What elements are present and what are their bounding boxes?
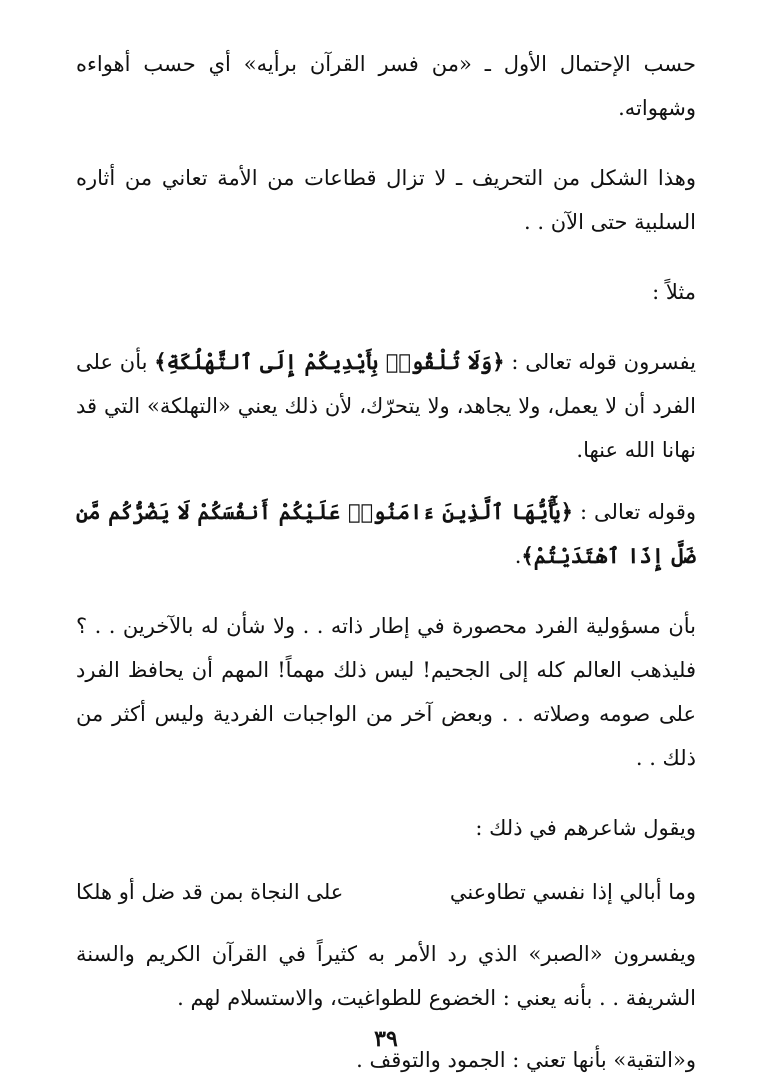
quran-verse-1: ﴿وَلَا تُلْقُوا۟ بِأَيْدِيكُمْ إِلَى ٱلتَّهْلُكَةِ﴾: [154, 349, 505, 374]
page-body: [76, 42, 696, 1082]
page-number: ٣٩: [374, 1026, 398, 1052]
paragraph-10: و«التقية» بأنها تعني : الجمود والتوقف .: [356, 1048, 696, 1072]
paragraph-1: حسب الإحتمال الأول ـ «من فسر القرآن برأيه» أي حسب أهواءه وشهواته.: [76, 52, 696, 120]
paragraph-2: وهذا الشكل من التحريف ـ لا تزال قطاعات من الأمة تعاني من أثاره السلبية حتى الآن . .: [76, 166, 696, 234]
paragraph-6: بأن مسؤولية الفرد محصورة في إطار ذاته . . ولا شأن له بالآخرين . . ؟ فليذهب العالم كله إلى الجحيم! ليس ذلك مهماً! المهم أن يحافظ الفرد على صومه وصلاته . . وبعض آخر من الواجبات الفردية وليس أكثر من ذلك . .: [76, 614, 696, 770]
paragraph-4: [76, 340, 696, 472]
paragraph-5-lead: وقوله تعالى :: [572, 500, 697, 524]
quran-verse-2: ﴿يَٰٓأَيُّهَا ٱلَّذِينَ ءَامَنُوا۟ عَلَيْكُمْ أَنفُسَكُمْ لَا يَضُرُّكُم مَّن ضَلَّ إِذَا ٱهْتَدَيْتُمْ﴾: [76, 499, 696, 568]
paragraph-3-example-label: مثلاً :: [652, 280, 696, 304]
paragraph-5: [76, 490, 696, 578]
paragraph-4-lead: يفسرون قوله تعالى :: [504, 350, 697, 374]
poem-verse: [76, 870, 696, 914]
paragraph-9: ويفسرون «الصبر» الذي رد الأمر به كثيراً في القرآن الكريم والسنة الشريفة . . بأنه يعني : الخضوع للطواغيت، والاستسلام لهم .: [76, 942, 696, 1010]
paragraph-7: ويقول شاعرهم في ذلك :: [475, 816, 696, 840]
poem-hemistich-second: على النجاة بمن قد ضل أو هلكا: [76, 880, 344, 904]
paragraph-5-rest: .: [514, 544, 522, 568]
poem-hemistich-first: وما أبالي إذا نفسي تطاوعني: [449, 880, 696, 904]
paragraph-4-rest: بأن على الفرد أن لا يعمل، ولا يجاهد، ولا يتحرّك، لأن ذلك يعني «التهلكة» التي قد نهانا الله عنها.: [76, 350, 696, 462]
